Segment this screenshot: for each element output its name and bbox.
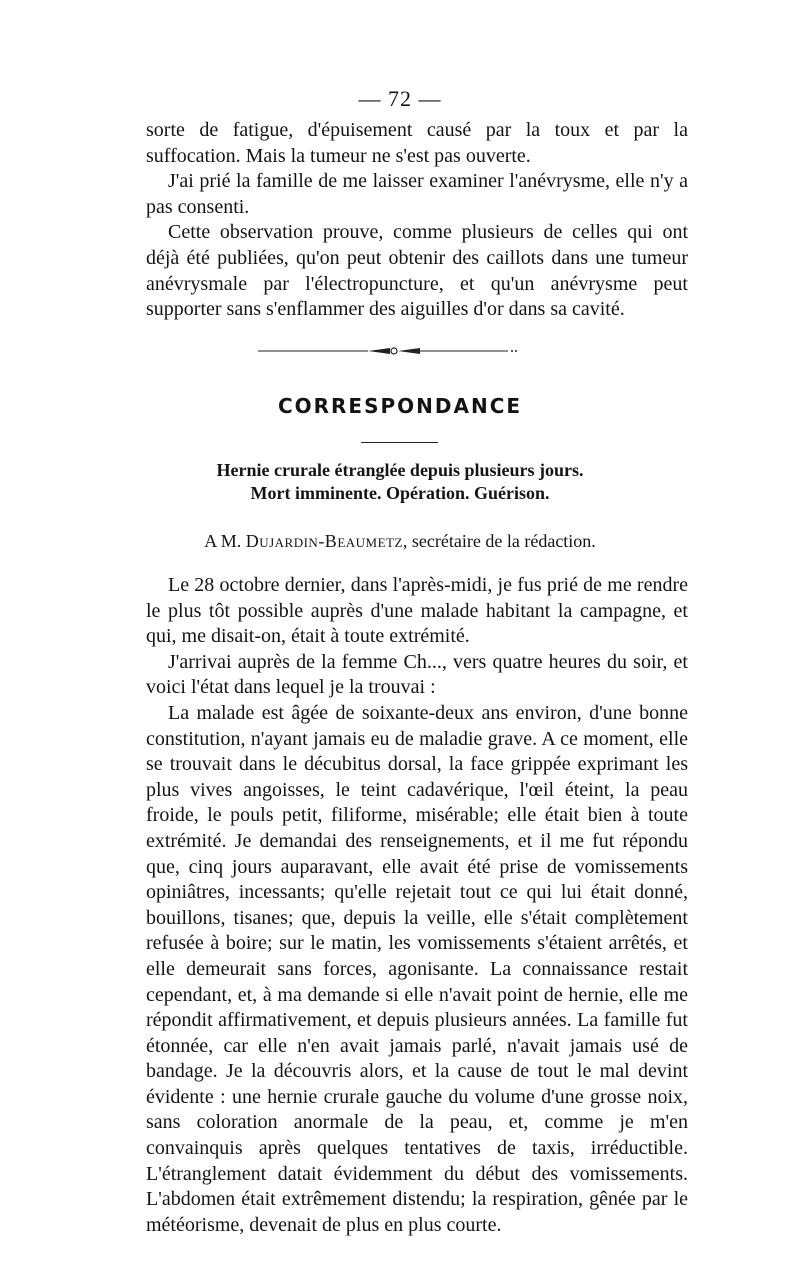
addressee-name: Dujardin-Beaumetz <box>245 531 403 551</box>
letter-paragraph-3: La malade est âgée de soixante-deux ans environ, d'une bonne constitution, n'ayant jamais eu de maladie grave. A ce moment, elle se trouvait dans le décubitus dorsal, la face grippée exprimant les plus vives angoisses, le teint cadavérique, l'œil éteint, la peau froide, le pouls petit, filiforme, misérable; elle était bien à toute extrémité. Je demandai des renseignements, et il me fut répondu que, cinq jours auparavant, elle avait été prise de vomissements opiniâtres, incessants; qu'elle rejetait tout ce qui lui était donné, bouillons, tisanes; que, depuis la veille, elle s'était complètement refusée à boire; sur le matin, les vomissements s'étaient arrêtés, et elle demeurait sans forces, agonisante. La connaissance restait cependant, et, à ma demande si elle n'avait point de hernie, elle me répondit affirmativement, et depuis plusieurs années. La famille fut étonnée, car elle n'en avait jamais parlé, n'avait jamais usé de bandage. Je la découvris alors, et la cause de tout le mal devint évidente : une hernie crurale gauche du volume d'une grosse noix, sans coloration anormale de la peau, et, comme je m'en convainquis après quelques tentatives de taxis, irréductible. L'étranglement datait évidemment du début des vomissements. L'abdomen était extrêmement distendu; la respiration, gênée par le météorisme, devenait de plus en plus courte. <box>146 701 688 1236</box>
letter-paragraph-1: Le 28 octobre dernier, dans l'après-midi, je fus prié de me rendre le plus tôt possible auprès d'une malade habitant la campagne, et qui, me disait-on, était à toute extrémité. <box>146 574 688 648</box>
letter-text <box>146 573 688 1238</box>
page-number: — 72 — <box>358 86 442 111</box>
addressee-suffix: , secrétaire de la rédaction. <box>402 531 596 551</box>
letter-paragraph-2: J'arrivai auprès de la femme Ch..., vers quatre heures du soir, et voici l'état dans lequel je la trouvai : <box>146 650 688 699</box>
article-subtitle-line-1: Hernie crurale étranglée depuis plusieurs jours. <box>216 460 584 480</box>
intro-paragraph-1: sorte de fatigue, d'épuisement causé par la toux et par la suffocation. Mais la tumeur ne s'est pas ouverte. <box>146 119 688 167</box>
article-subtitle-line-2: Mort imminente. Opération. Guérison. <box>250 483 550 503</box>
addressee-line <box>0 531 800 552</box>
intro-text <box>146 118 688 323</box>
addressee-prefix: A M. <box>204 531 246 551</box>
ornamental-divider <box>258 344 518 358</box>
section-title: CORRESPONDANCE <box>277 394 523 418</box>
title-rule <box>361 442 438 443</box>
intro-paragraph-3: Cette observation prouve, comme plusieurs de celles qui ont déjà été publiées, qu'on peut obtenir des caillots dans une tumeur anévrysmale par l'électropuncture, et qu'un anévrysme peut supporter sans s'enflammer des aiguilles d'or dans sa cavité. <box>146 221 688 321</box>
intro-paragraph-2: J'ai prié la famille de me laisser examiner l'anévrysme, elle n'y a pas consenti. <box>146 170 688 218</box>
